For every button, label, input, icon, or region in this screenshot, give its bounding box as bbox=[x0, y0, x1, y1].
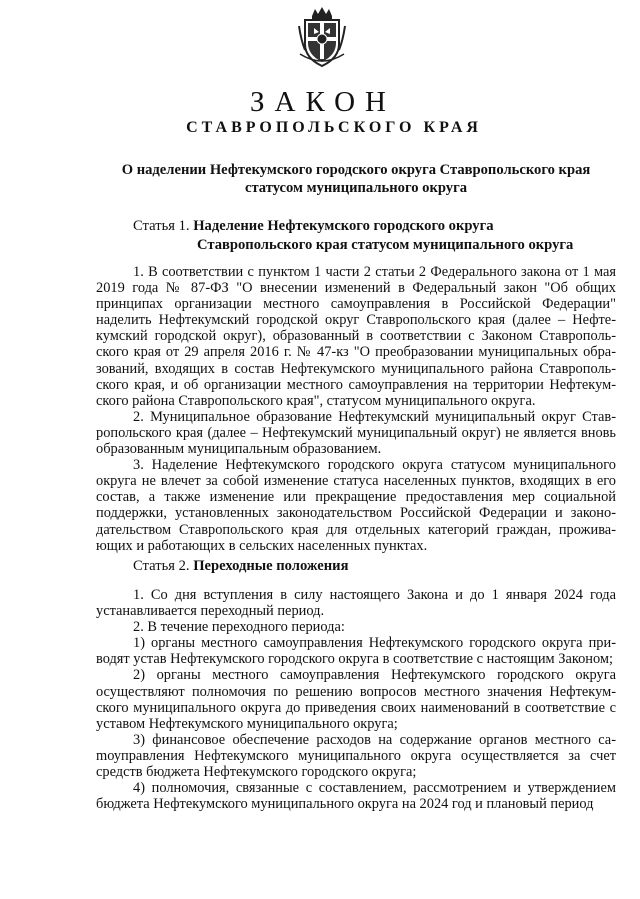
document-subtitle: СТАВРОПОЛЬСКОГО КРАЯ bbox=[186, 119, 482, 136]
article-1-heading-line1: Наделение Нефтекумского городского округа bbox=[193, 218, 494, 234]
article-1-paragraph-1: 1. В соответствии с пунктом 1 части 2 статьи 2 Федерального закона от 1 мая 2019 года № 87-ФЗ "О внесении изменений в Федеральный закон "Об общих принципах организации местного самоуправления в Российской Федерации" наделить Нефтекумский городской округ Ставропольского края (далее – Нефтекумский городской округ), образованный в соответствии с Законом Ставропольского края от 29 апреля 2016 г. № 47-кз "О преобразовании муниципальных образований, входящих в состав Нефтекумского муниципального района Ставропольского края, и об организации местного самоуправления на территории Нефтекумского района Ставропольского края", статусом муниципального округа. bbox=[96, 264, 616, 409]
article-1-label: Статья 1. bbox=[133, 218, 190, 234]
article-2-item-3: 3) финансовое обеспечение расходов на содержание органов местного саmоуправления Нефтекумского муниципального округа осуществляется за счет средств бюджета Нефтекумского городского округа; bbox=[96, 731, 616, 781]
article-1-paragraph-3: 3. Наделение Нефтекумского городского округа статусом муниципального округа не влечет за собой изменение статуса населенных пунктов, входящих в его состав, а также изменение или прекращение предоставления мер социальной поддержки, установленных законодательством Российской Федерации и законодательством Ставропольского края для отдельных категорий граждан, проживающих и работающих в сельских населенных пунктах. bbox=[96, 457, 616, 554]
document-title: ЗАКОН bbox=[250, 86, 396, 118]
article-1-paragraph-2: 2. Муниципальное образование Нефтекумский муниципальный округ Ставропольского края (далее – Нефтекумский муниципальный округ) не является вновь образованным муниципальным образованием. bbox=[96, 408, 616, 458]
coat-of-arms-emblem bbox=[297, 6, 347, 70]
law-name: О наделении Нефтекумского городского округа Ставропольского края статусом муниципального округа bbox=[121, 162, 591, 196]
article-2-body bbox=[96, 587, 616, 812]
article-2-heading-text: Переходные положения bbox=[193, 558, 349, 574]
article-1-heading bbox=[133, 217, 573, 255]
article-2-item-4: 4) полномочия, связанные с составлением, рассмотрением и утверждением бюджета Нефтекумского муниципального округа на 2024 год и плановый период bbox=[96, 780, 616, 813]
article-1-heading-line2: Ставропольского края статусом муниципального округа bbox=[197, 237, 574, 253]
article-2-paragraph-1: 1. Со дня вступления в силу настоящего Закона и до 1 января 2024 года устанавливается переходный период. bbox=[96, 587, 616, 620]
article-2-item-2: 2) органы местного самоуправления Нефтекумского городского округа осуществляют полномочия по решению вопросов местного значения Нефтекумского муниципального округа до приведения своих наименований в соответствие с уставом Нефтекумского муниципального округа; bbox=[96, 667, 616, 732]
article-2-item-1: 1) органы местного самоуправления Нефтекумского городского округа приводят устав Нефтекумского городского округа в соответствие с настоящим Законом; bbox=[96, 635, 616, 668]
article-2-label: Статья 2. bbox=[133, 558, 190, 574]
article-1-body bbox=[96, 264, 616, 554]
article-2-heading bbox=[133, 557, 348, 576]
article-2-paragraph-2: 2. В течение переходного периода: bbox=[133, 619, 345, 636]
